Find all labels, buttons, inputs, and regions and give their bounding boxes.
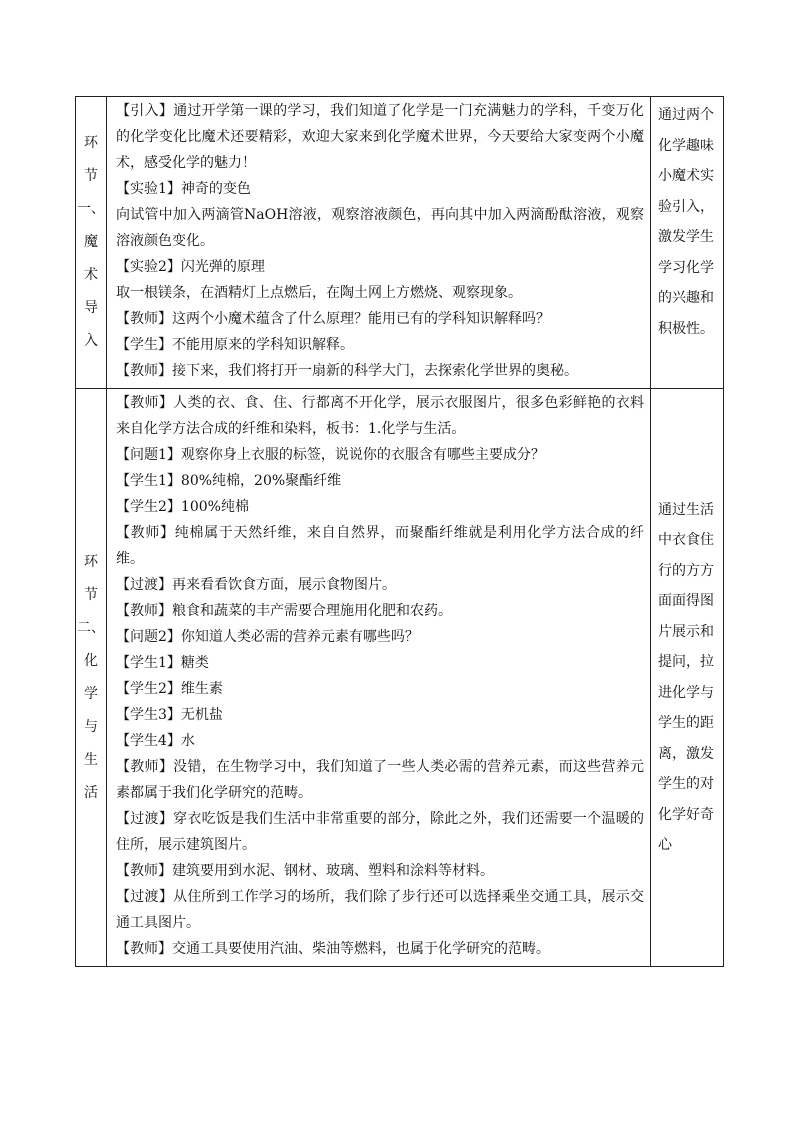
paragraph: 取一根镁条，在酒精灯上点燃后，在陶土网上方燃烧、观察现象。 (116, 285, 522, 301)
content-cell (107, 97, 651, 389)
paragraph: 【教师】没错，在生物学习中，我们知道了一些人类必需的营养元素，而这些营养元素都属于我们化学研究的范畴。 (116, 759, 645, 801)
paragraph: 【教师】交通工具要使用汽油、柴油等燃料，也属于化学研究的范畴。 (116, 941, 550, 957)
paragraph: 【学生2】100%纯棉 (116, 499, 249, 515)
paragraph: 【引入】通过开学第一课的学习，我们知道了化学是一门充满魅力的学科，千变万化的化学变化比魔术还要精彩，欢迎大家来到化学魔术世界，今天要给大家变两个小魔术，感受化学的魅力！ (116, 103, 645, 171)
paragraph: 【教师】这两个小魔术蕴含了什么原理？能用已有的学科知识解释吗？ (116, 311, 550, 327)
stage-label: 环 节 一、 魔 术 导 入 (77, 135, 105, 349)
stage-label-cell (76, 389, 107, 967)
paragraph: 【实验1】神奇的变色 (116, 181, 251, 197)
paragraph: 【教师】粮食和蔬菜的丰产需要合理施用化肥和农药。 (116, 603, 452, 619)
paragraph: 【学生3】无机盐 (116, 707, 223, 723)
content-cell (107, 389, 651, 967)
paragraph: 【学生1】80%纯棉，20%聚酯纤维 (116, 473, 342, 489)
paragraph: 【问题2】你知道人类必需的营养元素有哪些吗？ (116, 629, 419, 645)
paragraph: 【学生1】糖类 (116, 655, 209, 671)
table-row (76, 97, 724, 389)
paragraph: 【过渡】再来看看饮食方面，展示食物图片。 (116, 577, 396, 593)
paragraph: 【学生2】维生素 (116, 681, 223, 697)
paragraph: 【教师】人类的衣、食、住、行都离不开化学，展示衣服图片，很多色彩鲜艳的衣料来自化学方法合成的纤维和染料，板书：1.化学与生活。 (116, 395, 645, 437)
remark-cell: 通过两个 化学趣味 小魔术实 验引入， 激发学生 学习化学 的兴趣和 积极性。 (651, 97, 724, 389)
paragraph: 【学生】不能用原来的学科知识解释。 (116, 337, 354, 353)
lesson-plan-table (75, 96, 724, 967)
paragraph: 【问题1】观察你身上衣服的标签，说说你的衣服含有哪些主要成分？ (116, 447, 545, 463)
remark-cell: 通过生活 中衣食住 行的方方 面面得图 片展示和 提问，拉 进化学与 学生的距 离，激发 学生的对 化学好奇 心 (651, 389, 724, 967)
paragraph: 【过渡】从住所到工作学习的场所，我们除了步行还可以选择乘坐交通工具，展示交通工具图片。 (116, 889, 645, 931)
paragraph: 【实验2】闪光弹的原理 (116, 259, 265, 275)
paragraph: 【教师】纯棉属于天然纤维，来自自然界，而聚酯纤维就是利用化学方法合成的纤维。 (116, 525, 645, 567)
paragraph: 【学生4】水 (116, 733, 195, 749)
stage-label-cell (76, 97, 107, 389)
table-row (76, 389, 724, 967)
paragraph: 【教师】接下来，我们将打开一扇新的科学大门，去探索化学世界的奥秘。 (116, 363, 578, 379)
paragraph: 【教师】建筑要用到水泥、钢材、玻璃、塑料和涂料等材料。 (116, 863, 494, 879)
paragraph: 【过渡】穿衣吃饭是我们生活中非常重要的部分，除此之外，我们还需要一个温暖的住所，展示建筑图片。 (116, 811, 645, 853)
paragraph: 向试管中加入两滴管NaOH溶液，观察溶液颜色，再向其中加入两滴酚酞溶液，观察溶液颜色变化。 (116, 207, 644, 249)
stage-label: 环 节 二、 化 学 与 生 活 (77, 553, 105, 801)
